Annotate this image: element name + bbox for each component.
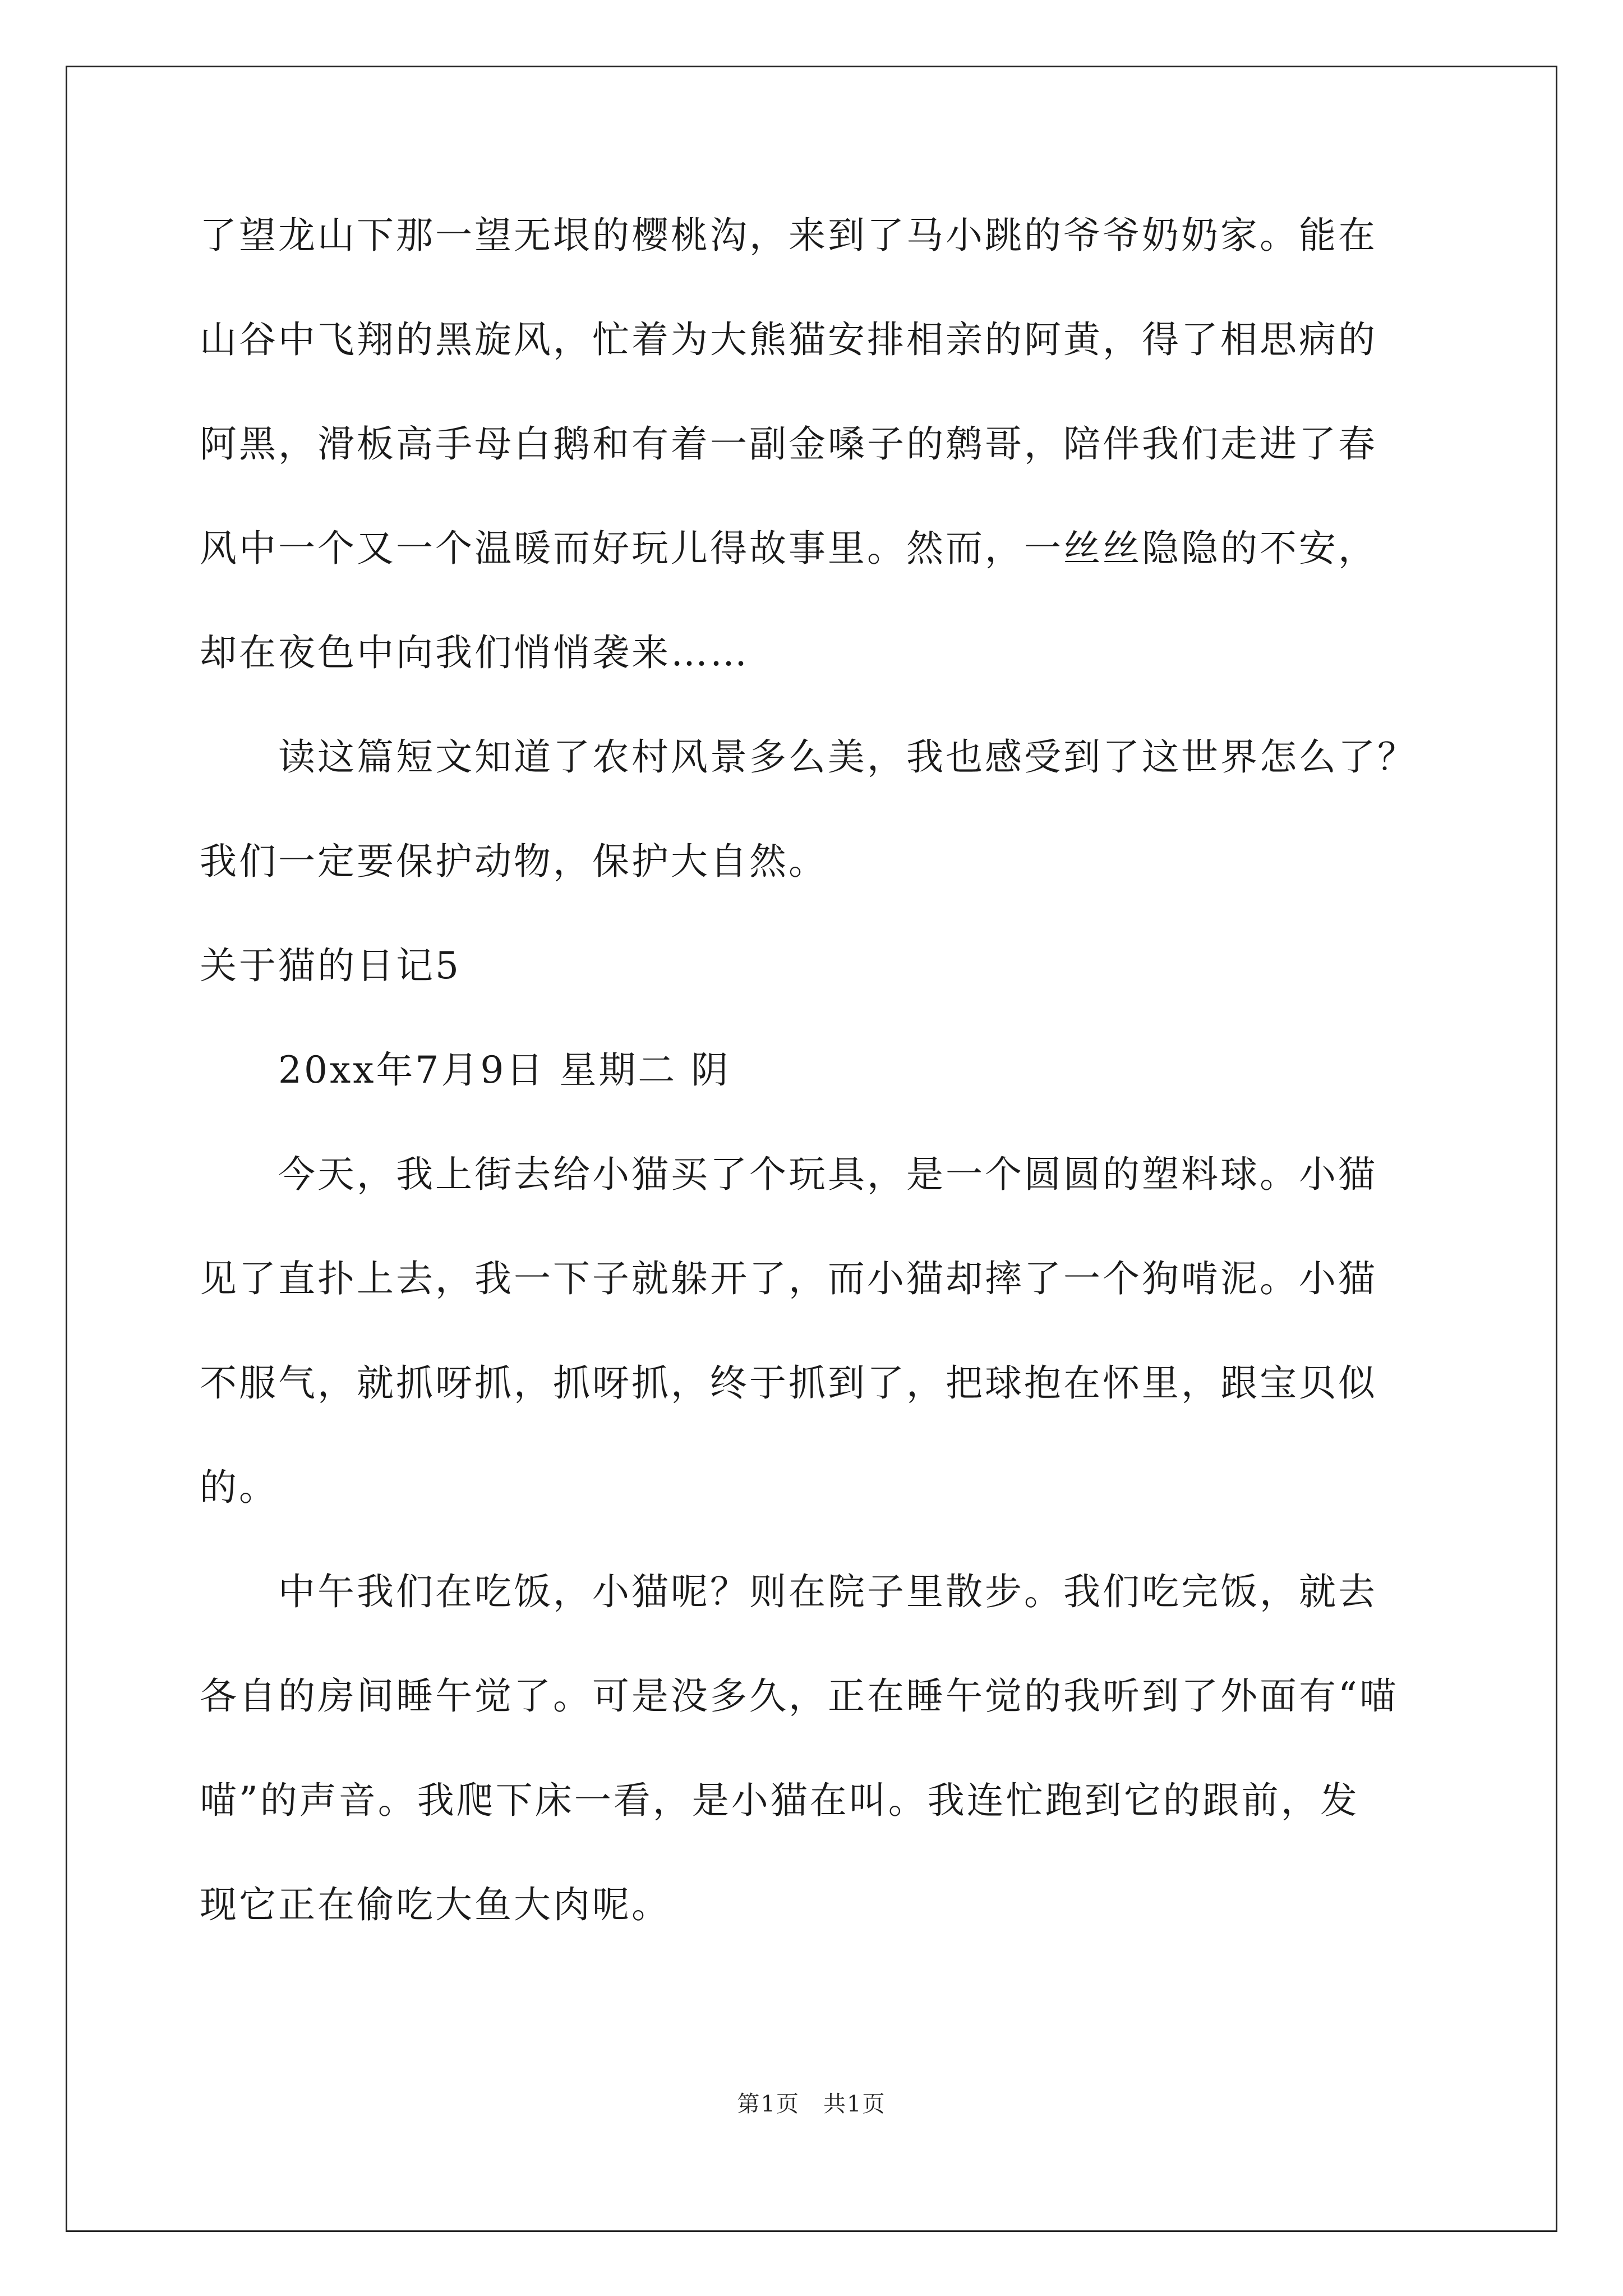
text-line: 见了直扑上去，我一下子就躲开了，而小猫却摔了一个狗啃泥。小猫 (200, 1257, 1377, 1300)
text-line: 现它正在偷吃大鱼大肉呢。 (200, 1883, 671, 1926)
text-line: 的。 (200, 1466, 278, 1509)
text-line: 中午我们在吃饭，小猫呢？则在院子里散步。我们吃完饭，就去 (278, 1570, 1377, 1613)
text-line: 我们一定要保护动物，保护大自然。 (200, 840, 828, 883)
text-line: 喵”的声音。我爬下床一看，是小猫在叫。我连忙跑到它的跟前，发 (200, 1779, 1359, 1822)
text-line: 山谷中飞翔的黑旋风，忙着为大熊猫安排相亲的阿黄，得了相思病的 (200, 318, 1377, 361)
page-footer: 第1页 共1页 (737, 2091, 886, 2117)
section-heading: 关于猫的日记5 (200, 944, 461, 987)
text-line: 了望龙山下那一望无垠的樱桃沟，来到了马小跳的爷爷奶奶家。能在 (200, 214, 1377, 257)
diary-date: 20xx年7月9日 星期二 阴 (278, 1048, 731, 1092)
text-line: 各自的房间睡午觉了。可是没多久，正在睡午觉的我听到了外面有“喵 (200, 1674, 1399, 1718)
text-line: 读这篇短文知道了农村风景多么美，我也感受到了这世界怎么了？ (278, 735, 1417, 779)
text-line: 今天，我上街去给小猫买了个玩具，是一个圆圆的塑料球。小猫 (278, 1153, 1377, 1196)
text-line: 阿黑，滑板高手母白鹅和有着一副金嗓子的鹩哥，陪伴我们走进了春 (200, 422, 1377, 466)
text-line: 不服气，就抓呀抓，抓呀抓，终于抓到了，把球抱在怀里，跟宝贝似 (200, 1361, 1377, 1405)
text-line: 却在夜色中向我们悄悄袭来…… (200, 631, 749, 674)
text-line: 风中一个又一个温暖而好玩儿得故事里。然而，一丝丝隐隐的不安， (200, 527, 1377, 570)
